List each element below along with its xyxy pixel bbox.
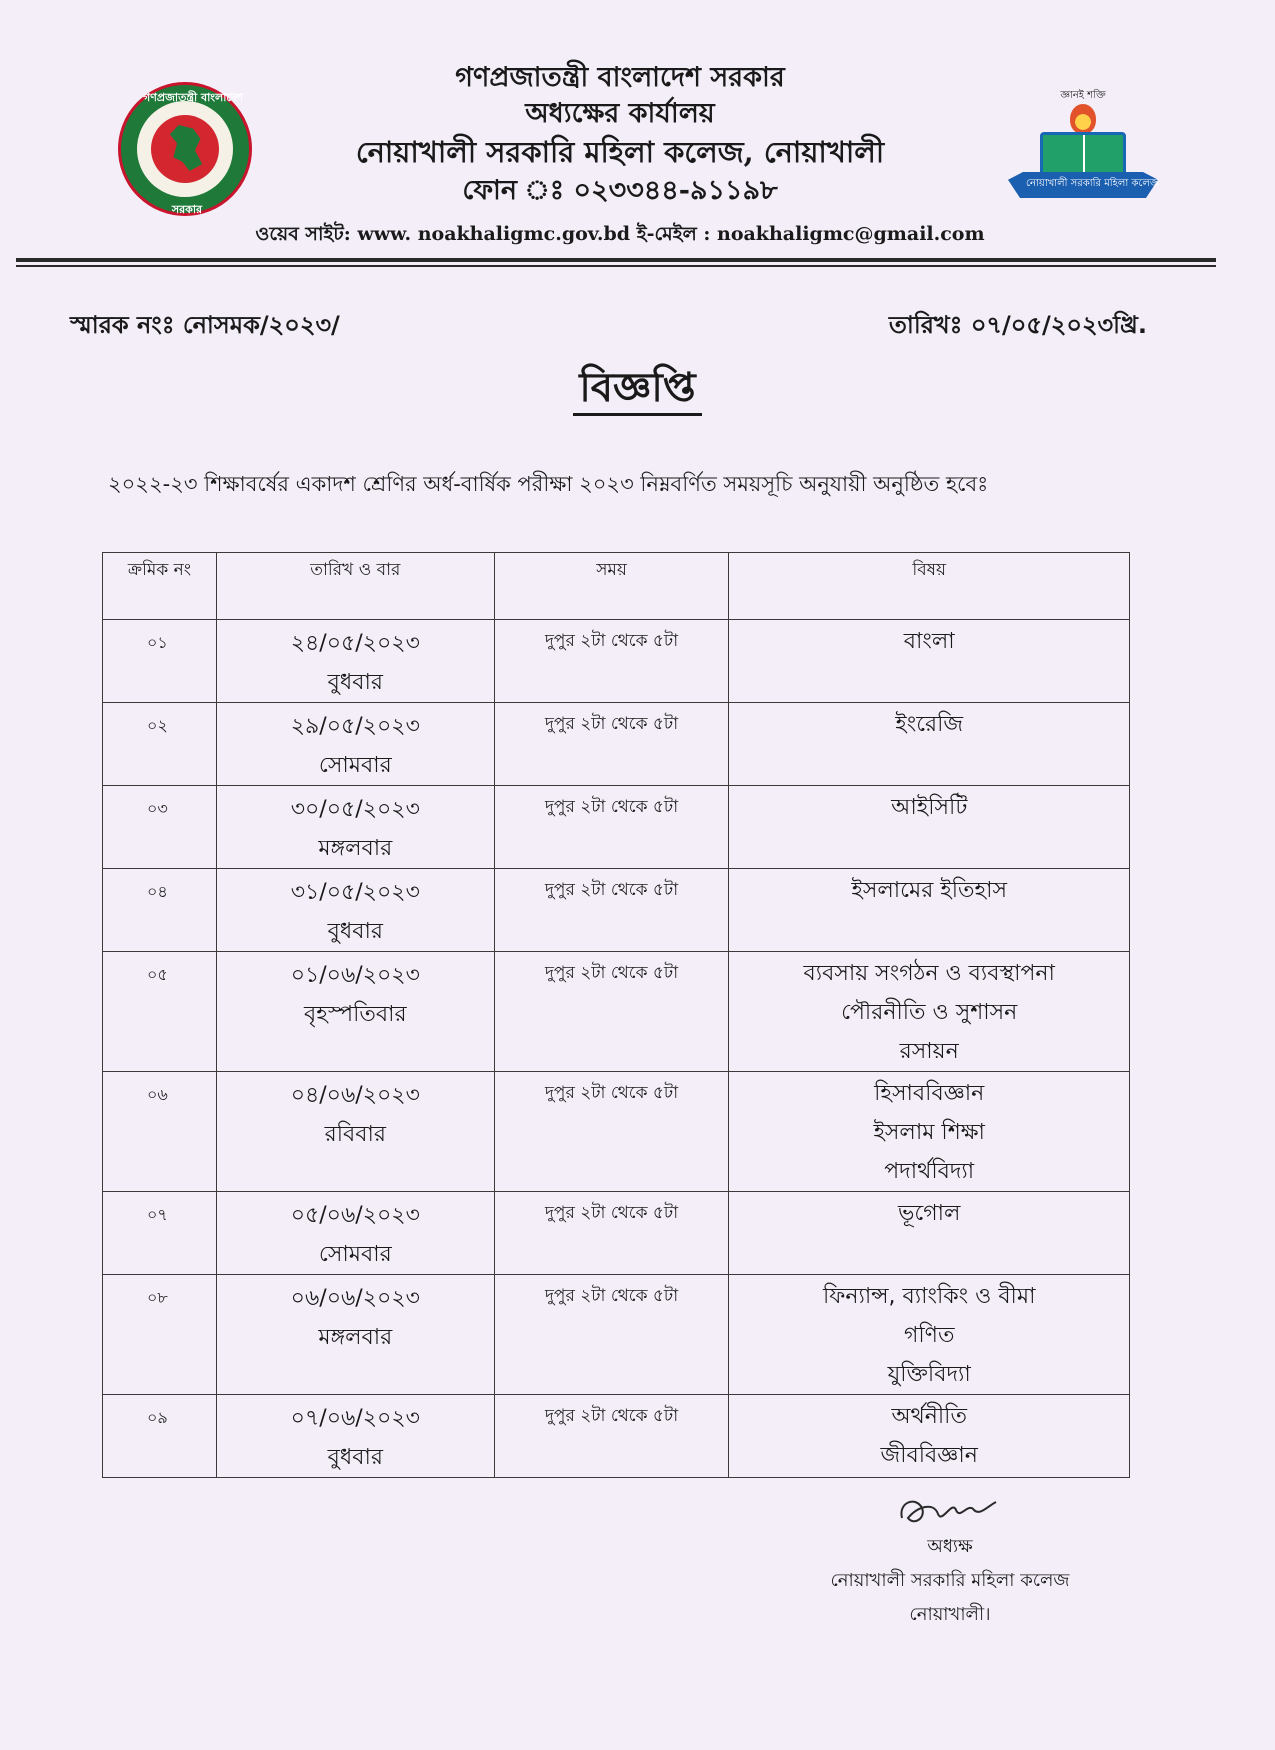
row-day: বুধবার bbox=[327, 919, 383, 944]
row-time: দুপুর ২টা থেকে ৫টা bbox=[494, 952, 729, 1072]
letterhead bbox=[0, 60, 1275, 260]
signature-icon bbox=[894, 1488, 1004, 1534]
row-date-day bbox=[216, 703, 494, 786]
row-date: ০১/০৬/২০২৩ bbox=[290, 963, 420, 988]
subject-name: আইসিটি bbox=[891, 795, 968, 820]
row-time: দুপুর ২টা থেকে ৫টা bbox=[494, 703, 729, 786]
row-subjects bbox=[729, 952, 1130, 1072]
subject-name: ইংরেজি bbox=[895, 712, 964, 737]
row-date: ৩১/০৫/২০২৩ bbox=[290, 880, 420, 905]
row-date-day bbox=[216, 620, 494, 703]
row-day: বুধবার bbox=[327, 1445, 383, 1470]
row-subjects bbox=[729, 703, 1130, 786]
table-row bbox=[103, 1192, 1130, 1275]
table-header-row bbox=[103, 553, 1130, 620]
row-day: মঙ্গলবার bbox=[318, 836, 393, 861]
row-date: ২৯/০৫/২০২৩ bbox=[290, 714, 420, 739]
notice-title: বিজ্ঞপ্তি bbox=[573, 364, 701, 416]
row-day: মঙ্গলবার bbox=[318, 1325, 393, 1350]
row-date: ২৪/০৫/২০২৩ bbox=[290, 631, 420, 656]
logo-motto: জ্ঞানই শক্তি bbox=[1060, 90, 1106, 101]
subject-name: গণিত bbox=[903, 1323, 955, 1348]
seal-top-text: গণপ্রজাতন্ত্রী বাংলাদেশ bbox=[143, 91, 244, 104]
row-date: ০৫/০৬/২০২৩ bbox=[290, 1203, 420, 1228]
row-date: ৩০/০৫/২০২৩ bbox=[290, 797, 420, 822]
row-day: সোমবার bbox=[318, 1242, 392, 1267]
signatory-org: নোয়াখালী সরকারি মহিলা কলেজ bbox=[830, 1570, 1070, 1591]
letterhead-text bbox=[240, 60, 1000, 210]
table-row bbox=[103, 786, 1130, 869]
table-row bbox=[103, 1072, 1130, 1192]
row-serial: ০২ bbox=[103, 703, 217, 786]
row-date: ০৪/০৬/২০২৩ bbox=[290, 1083, 420, 1108]
row-time: দুপুর ২টা থেকে ৫টা bbox=[494, 1192, 729, 1275]
row-time: দুপুর ২টা থেকে ৫টা bbox=[494, 620, 729, 703]
signature-block bbox=[800, 1530, 1100, 1632]
subject-name: বাংলা bbox=[903, 629, 955, 654]
header-date-day: তারিখ ও বার bbox=[216, 553, 494, 620]
table-row bbox=[103, 620, 1130, 703]
table-body bbox=[103, 620, 1130, 1478]
notice-date: তারিখঃ ০৭/০৫/২০২৩খ্রি. bbox=[888, 311, 1147, 339]
row-subjects bbox=[729, 1275, 1130, 1395]
row-serial: ০৬ bbox=[103, 1072, 217, 1192]
govt-name: গণপ্রজাতন্ত্রী বাংলাদেশ সরকার bbox=[455, 62, 785, 93]
row-date-day bbox=[216, 1192, 494, 1275]
college-logo-icon bbox=[1008, 88, 1158, 208]
website-email: ওয়েব সাইট: www. noakhaligmc.gov.bd ই-মেইল : noakhaligmc@gmail.com bbox=[255, 223, 985, 245]
row-subjects bbox=[729, 786, 1130, 869]
header-serial: ক্রমিক নং bbox=[103, 553, 217, 620]
row-time: দুপুর ২টা থেকে ৫টা bbox=[494, 1072, 729, 1192]
header-divider-thin bbox=[16, 265, 1216, 267]
signatory-place: নোয়াখালী। bbox=[909, 1604, 991, 1625]
row-time: দুপুর ২টা থেকে ৫টা bbox=[494, 786, 729, 869]
row-subjects bbox=[729, 620, 1130, 703]
row-time: দুপুর ২টা থেকে ৫টা bbox=[494, 869, 729, 952]
header-time: সময় bbox=[494, 553, 729, 620]
subject-name: ফিন্যান্স, ব্যাংকিং ও বীমা bbox=[822, 1284, 1036, 1309]
table-row bbox=[103, 952, 1130, 1072]
row-day: রবিবার bbox=[324, 1122, 386, 1147]
row-time: দুপুর ২টা থেকে ৫টা bbox=[494, 1395, 729, 1478]
subject-name: ভূগোল bbox=[897, 1201, 961, 1226]
table-row bbox=[103, 869, 1130, 952]
table-row bbox=[103, 1395, 1130, 1478]
row-day: বুধবার bbox=[327, 670, 383, 695]
row-subjects bbox=[729, 1395, 1130, 1478]
row-serial: ০৫ bbox=[103, 952, 217, 1072]
row-day: সোমবার bbox=[318, 753, 392, 778]
row-serial: ০৩ bbox=[103, 786, 217, 869]
row-date-day bbox=[216, 1072, 494, 1192]
office-name: অধ্যক্ষের কার্যালয় bbox=[525, 98, 715, 129]
notice-title-wrap bbox=[0, 356, 1275, 423]
table-row bbox=[103, 703, 1130, 786]
signatory-title: অধ্যক্ষ bbox=[927, 1536, 973, 1557]
college-name: নোয়াখালী সরকারি মহিলা কলেজ, নোয়াখালী bbox=[355, 135, 885, 169]
row-serial: ০৯ bbox=[103, 1395, 217, 1478]
table-row bbox=[103, 1275, 1130, 1395]
phone-number: ফোন ঃ ০২৩৩৪৪-৯১১৯৮ bbox=[462, 175, 778, 206]
subject-name: ইসলামের ইতিহাস bbox=[851, 878, 1008, 903]
row-date: ০৭/০৬/২০২৩ bbox=[290, 1406, 420, 1431]
row-subjects bbox=[729, 869, 1130, 952]
logo-ribbon-text: নোয়াখালী সরকারি মহিলা কলেজ bbox=[1026, 178, 1159, 189]
row-date: ০৬/০৬/২০২৩ bbox=[290, 1286, 420, 1311]
subject-name: পদার্থবিদ্যা bbox=[884, 1159, 975, 1184]
row-date-day bbox=[216, 1275, 494, 1395]
seal-bottom-text: সরকার bbox=[171, 203, 203, 216]
row-day: বৃহস্পতিবার bbox=[304, 1002, 407, 1027]
subject-name: জীববিজ্ঞান bbox=[880, 1443, 978, 1468]
intro-text: ২০২২-২৩ শিক্ষাবর্ষের একাদশ শ্রেণির অর্ধ-বার্ষিক পরীক্ষা ২০২৩ নিম্নবর্ণিত সময়সূচি অনুযায়ী অনুষ্ঠিত হবেঃ bbox=[108, 472, 989, 496]
row-date-day bbox=[216, 1395, 494, 1478]
row-serial: ০৭ bbox=[103, 1192, 217, 1275]
row-date-day bbox=[216, 786, 494, 869]
subject-name: ব্যবসায় সংগঠন ও ব্যবস্থাপনা bbox=[803, 961, 1055, 986]
government-seal-icon bbox=[118, 82, 252, 216]
row-serial: ০৪ bbox=[103, 869, 217, 952]
memo-number: স্মারক নংঃ নোসমক/২০২৩/ bbox=[70, 311, 340, 339]
row-subjects bbox=[729, 1192, 1130, 1275]
exam-schedule-table bbox=[102, 552, 1130, 1478]
row-date-day bbox=[216, 952, 494, 1072]
header-subject: বিষয় bbox=[729, 553, 1130, 620]
row-serial: ০১ bbox=[103, 620, 217, 703]
subject-name: যুক্তিবিদ্যা bbox=[887, 1362, 971, 1387]
subject-name: হিসাববিজ্ঞান bbox=[874, 1081, 985, 1106]
header-divider bbox=[16, 258, 1216, 262]
row-subjects bbox=[729, 1072, 1130, 1192]
subject-name: রসায়ন bbox=[899, 1039, 959, 1064]
row-date-day bbox=[216, 869, 494, 952]
subject-name: অর্থনীতি bbox=[891, 1404, 967, 1429]
row-serial: ০৮ bbox=[103, 1275, 217, 1395]
row-time: দুপুর ২টা থেকে ৫টা bbox=[494, 1275, 729, 1395]
subject-name: পৌরনীতি ও সুশাসন bbox=[841, 1000, 1018, 1025]
subject-name: ইসলাম শিক্ষা bbox=[873, 1120, 985, 1145]
